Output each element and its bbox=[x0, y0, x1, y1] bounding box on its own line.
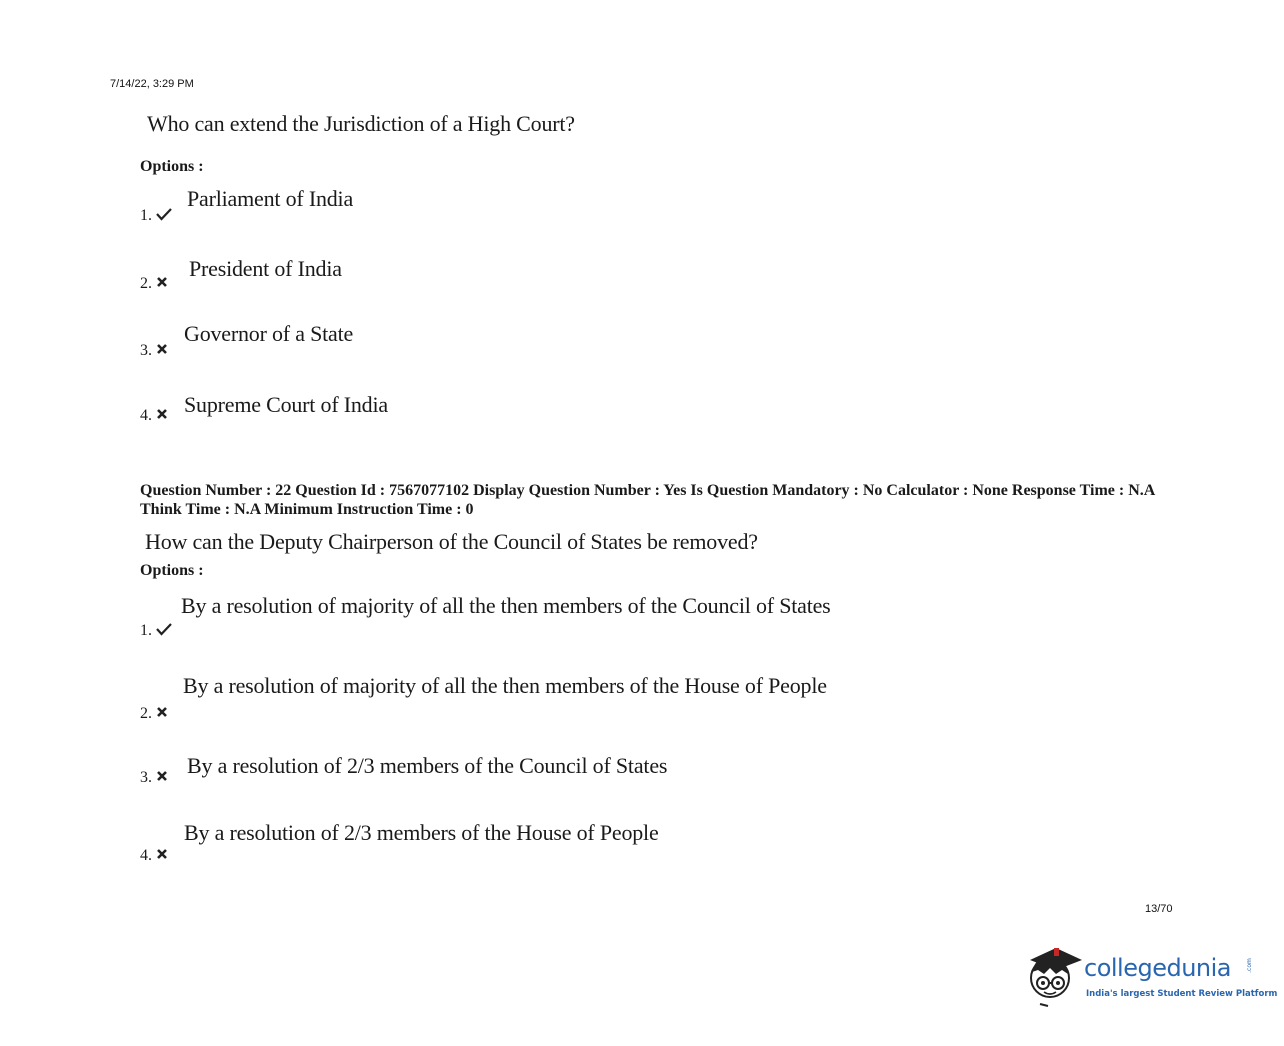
collegedunia-logo bbox=[1022, 938, 1278, 1008]
check-icon bbox=[156, 622, 172, 641]
check-icon bbox=[156, 207, 172, 226]
question-meta: Question Number : 22 Question Id : 7567077102 Display Question Number : Yes Is Question Mandatory : No Calculator : None Response Time : N.A Think Time : N.A Minimum Instruction Time : 0 bbox=[140, 482, 1155, 518]
q1-option-2-marker bbox=[140, 275, 168, 293]
logo-com: .com bbox=[1245, 958, 1253, 973]
option-number: 1. bbox=[140, 207, 152, 225]
option-number: 1. bbox=[140, 622, 152, 640]
option-number: 4. bbox=[140, 407, 152, 424]
q2-option-1-marker bbox=[140, 622, 172, 641]
q2-option-1-text: By a resolution of majority of all the then members of the Council of States bbox=[181, 593, 831, 618]
q2-option-4-marker bbox=[140, 847, 168, 865]
option-number: 3. bbox=[140, 342, 152, 359]
cross-icon bbox=[156, 847, 168, 865]
q2-option-3-marker bbox=[140, 769, 168, 787]
question-1-text: Who can extend the Jurisdiction of a High Court? bbox=[147, 111, 575, 136]
cross-icon bbox=[156, 407, 168, 425]
option-number: 4. bbox=[140, 847, 152, 864]
option-number: 2. bbox=[140, 275, 152, 292]
page-number: 13/70 bbox=[1145, 903, 1173, 915]
question-2-options-label: Options : bbox=[140, 562, 204, 579]
option-number: 3. bbox=[140, 769, 152, 786]
q1-option-4-text: Supreme Court of India bbox=[184, 392, 388, 417]
q2-option-2-marker bbox=[140, 705, 168, 723]
cross-icon bbox=[156, 342, 168, 360]
cross-icon bbox=[156, 705, 168, 723]
cross-icon bbox=[156, 769, 168, 787]
q1-option-3-text: Governor of a State bbox=[184, 321, 354, 346]
question-1-options-label: Options : bbox=[140, 158, 204, 175]
q2-option-3-text: By a resolution of 2/3 members of the Council of States bbox=[187, 753, 668, 778]
q1-option-2-text: President of India bbox=[189, 256, 342, 281]
cross-icon bbox=[156, 275, 168, 293]
q1-option-4-marker bbox=[140, 407, 168, 425]
logo-wordmark: collegedunia bbox=[1084, 954, 1232, 982]
q2-option-4-text: By a resolution of 2/3 members of the House of People bbox=[184, 820, 659, 845]
logo-tagline: India's largest Student Review Platform bbox=[1086, 989, 1278, 999]
q1-option-1-marker bbox=[140, 207, 172, 226]
timestamp: 7/14/22, 3:29 PM bbox=[110, 78, 194, 90]
mascot-icon bbox=[1022, 938, 1084, 1008]
q1-option-1-text: Parliament of India bbox=[187, 186, 354, 211]
option-number: 2. bbox=[140, 705, 152, 722]
q2-option-2-text: By a resolution of majority of all the then members of the House of People bbox=[183, 673, 827, 698]
question-2-text: How can the Deputy Chairperson of the Council of States be removed? bbox=[145, 529, 758, 554]
q1-option-3-marker bbox=[140, 342, 168, 360]
